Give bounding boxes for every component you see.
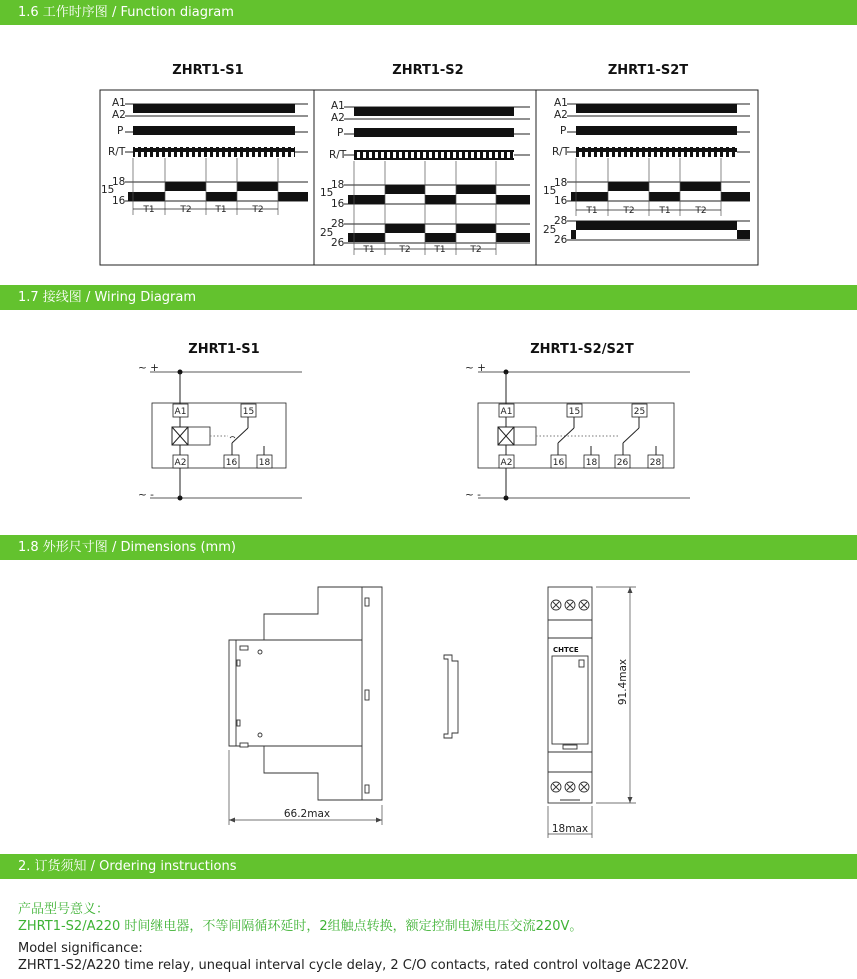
- label-rt: R/T: [329, 149, 347, 161]
- label-t1: T1: [659, 206, 671, 216]
- wiring-s2: [465, 362, 690, 501]
- label-rt: R/T: [108, 146, 126, 158]
- timing-s2: [320, 100, 530, 255]
- diagram-title-s1: ZHRT1-S1: [172, 63, 244, 78]
- wiring-title-s1: ZHRT1-S1: [188, 342, 260, 357]
- section-bar-dimensions: [0, 535, 857, 560]
- label-15: 15: [320, 187, 334, 199]
- label-t2: T2: [180, 205, 192, 215]
- section-bar-ordering: [0, 854, 857, 879]
- terminal-a2: A2: [174, 458, 187, 468]
- screw-terminal-icon: [551, 600, 589, 792]
- dimension-depth: 18max: [551, 823, 589, 835]
- label-t1: T1: [586, 206, 598, 216]
- label-p: P: [117, 125, 124, 137]
- label-25: 25: [543, 224, 557, 236]
- section-title: 1.7 接线图 / Wiring Diagram: [18, 290, 197, 305]
- terminal-16: 16: [225, 458, 238, 468]
- label-18: 18: [554, 177, 568, 189]
- label-t2: T2: [695, 206, 707, 216]
- label-15: 15: [101, 184, 115, 196]
- label-t1: T1: [434, 245, 446, 255]
- model-meaning-cn-title: 产品型号意义：: [18, 902, 110, 917]
- model-significance-title: Model significance:: [18, 941, 143, 956]
- label-a2: A2: [331, 112, 345, 124]
- label-p: P: [337, 127, 344, 139]
- label-18: 18: [112, 176, 126, 188]
- model-meaning-cn-desc: ZHRT1-S2/A220 时间继电器，不等间隔循环延时，2组触点转换，额定控制电源电压交流220V。: [18, 919, 583, 934]
- label-26: 26: [331, 237, 345, 249]
- diagram-title-s2: ZHRT1-S2: [392, 63, 464, 78]
- label-26: 26: [554, 234, 568, 246]
- terminal-a2: A2: [500, 458, 513, 468]
- label-rt: R/T: [552, 146, 570, 158]
- label-t1: T1: [363, 245, 375, 255]
- label-t2: T2: [252, 205, 264, 215]
- terminal-a1: A1: [174, 407, 187, 417]
- label-a1: A1: [331, 100, 345, 112]
- supply-plus: ~ +: [465, 362, 486, 374]
- label-25: 25: [320, 227, 334, 239]
- section-title: 1.6 工作时序图 / Function diagram: [18, 5, 234, 20]
- model-significance-desc: ZHRT1-S2/A220 time relay, unequal interval cycle delay, 2 C/O contacts, rated control voltage AC220V.: [18, 958, 689, 973]
- terminal-15: 15: [568, 407, 581, 417]
- label-15: 15: [543, 185, 557, 197]
- brand-logo: CHTCE: [553, 646, 579, 654]
- din-rail-profile: [444, 655, 458, 738]
- label-t2: T2: [470, 245, 482, 255]
- wiring-s1: [138, 362, 302, 501]
- wiring-diagram: [0, 310, 857, 535]
- label-a1: A1: [554, 97, 568, 109]
- label-a2: A2: [112, 109, 126, 121]
- label-t2: T2: [623, 206, 635, 216]
- section-bar-wiring: [0, 285, 857, 310]
- label-t2: T2: [399, 245, 411, 255]
- label-a1: A1: [112, 97, 126, 109]
- terminal-18: 18: [585, 458, 598, 468]
- diagram-title-s2t: ZHRT1-S2T: [607, 63, 689, 78]
- section-title: 2. 订货须知 / Ordering instructions: [18, 859, 237, 874]
- terminal-28: 28: [649, 458, 662, 468]
- terminal-26: 26: [616, 458, 629, 468]
- timing-s1: [101, 97, 308, 215]
- side-view: [229, 587, 382, 800]
- terminal-16: 16: [552, 458, 565, 468]
- label-28: 28: [331, 218, 345, 230]
- label-p: P: [560, 125, 567, 137]
- label-a2: A2: [554, 109, 568, 121]
- dimension-height: 91.4max: [617, 658, 629, 706]
- label-16: 16: [112, 195, 126, 207]
- terminal-15: 15: [242, 407, 255, 417]
- section-title: 1.8 外形尺寸图 / Dimensions (mm): [18, 540, 236, 555]
- dimensions-drawing: [0, 560, 857, 854]
- dimension-width: 66.2max: [283, 808, 331, 820]
- wiring-title-s2: ZHRT1-S2/S2T: [530, 342, 634, 357]
- function-diagram: [0, 25, 857, 285]
- supply-minus: ~ -: [138, 489, 154, 501]
- label-16: 16: [554, 195, 568, 207]
- section-bar-function: [0, 0, 857, 25]
- front-view: [548, 587, 592, 803]
- label-t1: T1: [143, 205, 155, 215]
- terminal-a1: A1: [500, 407, 513, 417]
- terminal-18: 18: [258, 458, 271, 468]
- supply-minus: ~ -: [465, 489, 481, 501]
- supply-plus: ~ +: [138, 362, 159, 374]
- terminal-25: 25: [633, 407, 646, 417]
- label-16: 16: [331, 198, 345, 210]
- label-28: 28: [554, 215, 568, 227]
- timing-s2t: [543, 97, 750, 246]
- label-t1: T1: [215, 205, 227, 215]
- label-18: 18: [331, 179, 345, 191]
